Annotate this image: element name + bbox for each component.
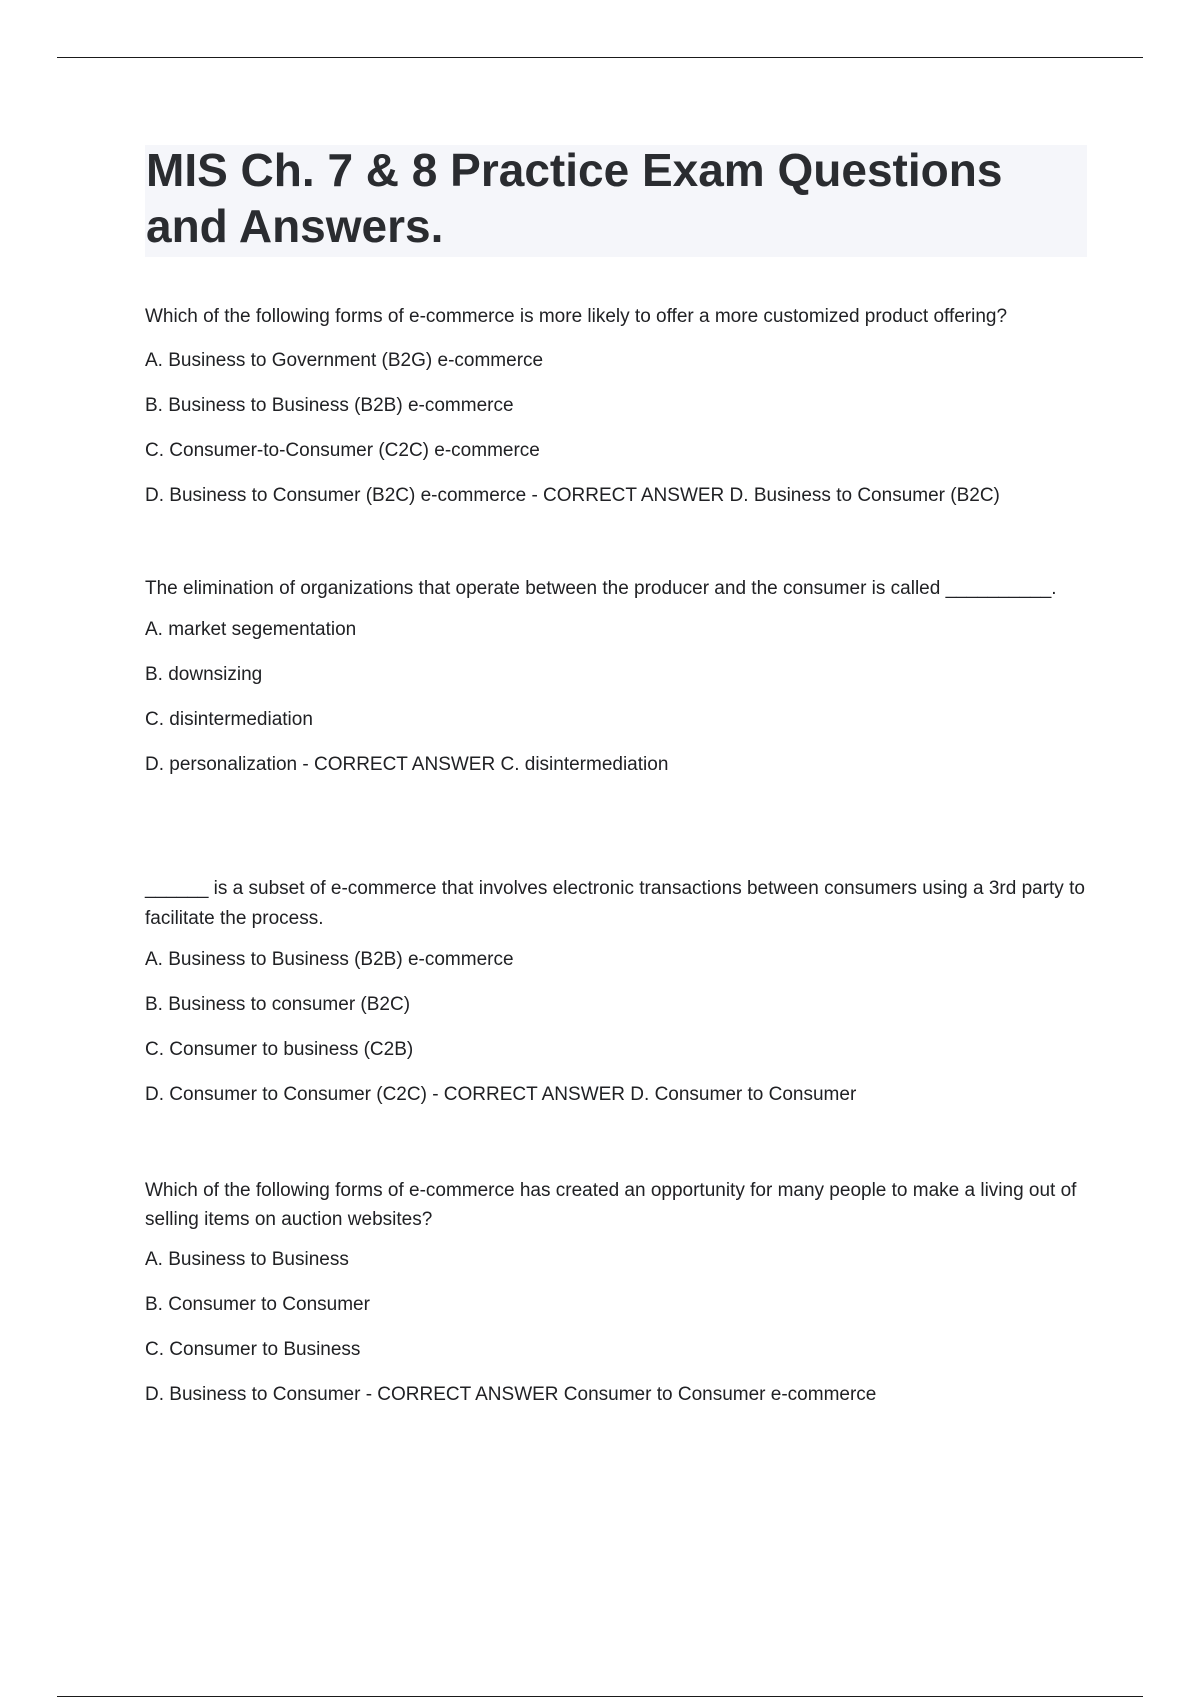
answer-option-with-correct-answer: D. Business to Consumer (B2C) e-commerce - CORRECT ANSWER D. Business to Consumer (B2C) xyxy=(145,485,1000,506)
page-top-rule xyxy=(57,57,1143,58)
question-block xyxy=(145,302,1090,511)
answer-option: C. Consumer to business (C2B) xyxy=(145,1039,414,1060)
question-text: Which of the following forms of e-commerce has created an opportunity for many people to make a living out of selling items on auction websites? xyxy=(145,1180,1077,1230)
answer-option: B. Business to Business (B2B) e-commerce xyxy=(145,395,514,416)
document-title: MIS Ch. 7 & 8 Practice Exam Questions and Answers. xyxy=(146,144,1003,252)
question-text: Which of the following forms of e-commerce is more likely to offer a more customized product offering? xyxy=(145,306,1008,327)
answer-option: B. downsizing xyxy=(145,664,263,685)
answer-options xyxy=(145,615,1090,780)
question-block xyxy=(145,874,1090,1110)
answer-option: C. disintermediation xyxy=(145,709,313,730)
answer-options xyxy=(145,945,1090,1110)
question-block xyxy=(145,574,1090,780)
question-text: The elimination of organizations that operate between the producer and the consumer is called __________. xyxy=(145,578,1057,599)
answer-option: B. Consumer to Consumer xyxy=(145,1294,370,1315)
answer-options xyxy=(145,346,1090,511)
page-bottom-rule xyxy=(57,1696,1143,1697)
answer-options xyxy=(145,1245,1090,1410)
answer-option: A. Business to Business (B2B) e-commerce xyxy=(145,949,514,970)
answer-option: B. Business to consumer (B2C) xyxy=(145,994,411,1015)
question-text: ______ is a subset of e-commerce that involves electronic transactions between consumers using a 3rd party to facilitate the process. xyxy=(145,878,1085,929)
answer-option: A. Business to Government (B2G) e-commerce xyxy=(145,350,544,371)
answer-option: C. Consumer to Business xyxy=(145,1339,361,1360)
answer-option: C. Consumer-to-Consumer (C2C) e-commerce xyxy=(145,440,540,461)
answer-option: A. market segementation xyxy=(145,619,357,640)
answer-option: A. Business to Business xyxy=(145,1249,349,1270)
answer-option-with-correct-answer: D. Consumer to Consumer (C2C) - CORRECT ANSWER D. Consumer to Consumer xyxy=(145,1084,857,1105)
answer-option-with-correct-answer: D. personalization - CORRECT ANSWER C. disintermediation xyxy=(145,754,669,775)
answer-option-with-correct-answer: D. Business to Consumer - CORRECT ANSWER Consumer to Consumer e-commerce xyxy=(145,1384,877,1405)
question-block xyxy=(145,1176,1090,1410)
